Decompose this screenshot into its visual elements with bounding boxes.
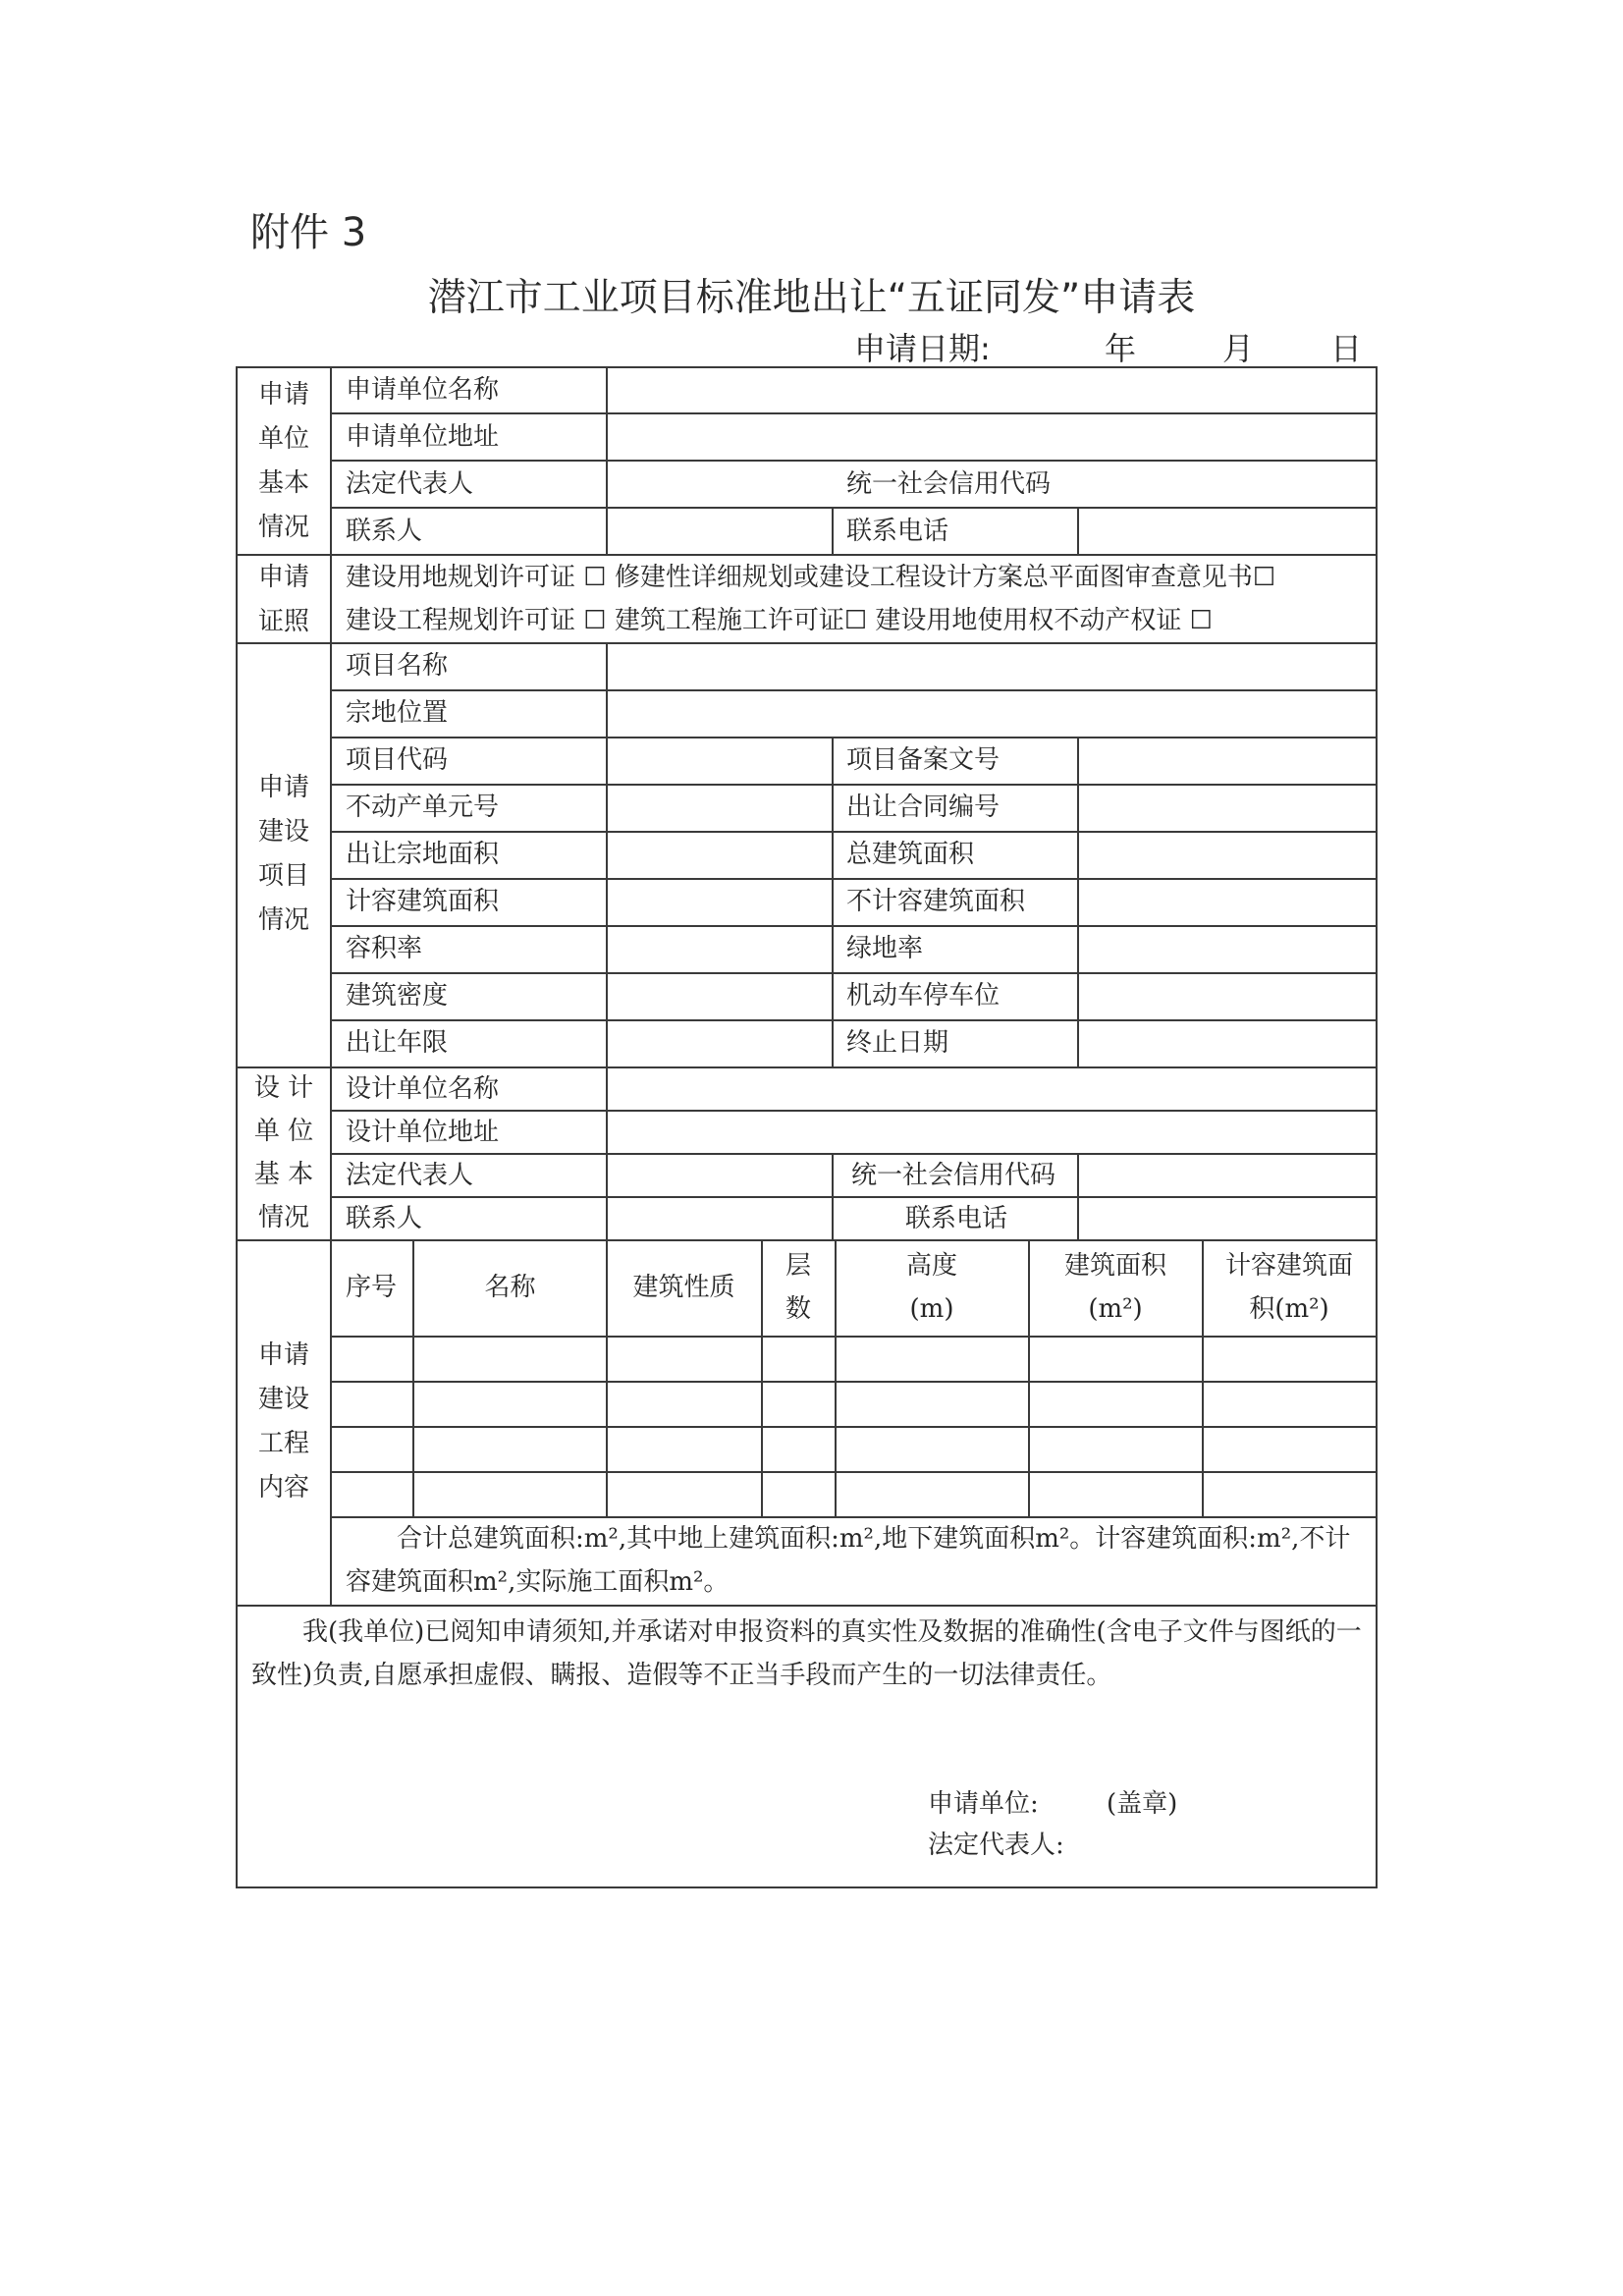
licenses-section-label: 申请 证照 [257, 563, 309, 636]
project-term-label: 出让年限 [346, 1028, 449, 1058]
col-header-floor-area: 建筑面积 (m²) [1063, 1251, 1166, 1324]
designer-phone-label: 联系电话 [905, 1204, 1008, 1233]
attachment-label: 附件 3 [250, 210, 367, 255]
project-code-label: 项目代码 [346, 745, 449, 775]
applicant-credit-code-label: 统一社会信用代码 [846, 469, 1052, 499]
designer-legal-rep-label: 法定代表人 [346, 1161, 474, 1190]
rule [331, 507, 1376, 509]
col-header-index: 序号 [346, 1273, 398, 1302]
rule [331, 460, 1376, 462]
designer-contact-label: 联系人 [346, 1204, 423, 1233]
col-header-height: 高度 (m) [905, 1251, 957, 1324]
designer-address-label: 设计单位地址 [346, 1118, 500, 1147]
project-far-label: 容积率 [346, 934, 423, 963]
rule [606, 1066, 608, 1239]
licenses-line-1: 建设用地规划许可证 ☐ 修建性详细规划或建设工程设计方案总平面图审查意见书☐ [346, 563, 1276, 592]
applicant-section-label: 申请 单位 基本 情况 [257, 380, 309, 542]
project-unit-no-label: 不动产单元号 [346, 793, 500, 822]
rule [331, 1381, 1376, 1383]
project-location-label: 宗地位置 [346, 698, 449, 728]
project-contract-no-label: 出让合同编号 [846, 793, 1001, 822]
project-green-rate-label: 绿地率 [846, 934, 924, 963]
col-header-far-area: 计容建筑面 积(m²) [1224, 1251, 1353, 1324]
works-summary: 合计总建筑面积:m²,其中地上建筑面积:m²,地下建筑面积m²。计容建筑面积:m²,不计容建筑面积m²,实际施工面积m²。 [346, 1524, 1351, 1597]
date-month: 月 [1222, 330, 1255, 367]
licenses-line-2: 建设工程规划许可证 ☐ 建筑工程施工许可证☐ 建设用地使用权不动产权证 ☐ [346, 606, 1213, 635]
works-section-label: 申请 建设 工程 内容 [257, 1340, 309, 1503]
rule [832, 507, 834, 554]
declaration-seal: (盖章) [1107, 1789, 1178, 1819]
col-header-building-type: 建筑性质 [632, 1273, 735, 1302]
project-total-floor-area-label: 总建筑面积 [846, 840, 975, 869]
date-label: 申请日期: [854, 330, 991, 367]
section-divider [238, 1605, 1376, 1607]
col-header-name: 名称 [484, 1273, 536, 1302]
project-far-area-label: 计容建筑面积 [346, 887, 500, 916]
declaration-legal-rep-label: 法定代表人: [928, 1831, 1064, 1860]
declaration-text: 我(我单位)已阅知申请须知,并承诺对申报资料的真实性及数据的准确性(含电子文件与图纸的一致性)负责,自愿承担虚假、瞒报、造假等不正当手段而产生的一切法律责任。 [251, 1617, 1362, 1690]
applicant-phone-label: 联系电话 [846, 517, 949, 546]
project-parking-label: 机动车停车位 [846, 981, 1001, 1011]
applicant-contact-label: 联系人 [346, 517, 423, 546]
project-section-label: 申请 建设 项目 情况 [257, 773, 309, 935]
designer-credit-code-label: 统一社会信用代码 [851, 1161, 1056, 1190]
application-date [854, 324, 1365, 367]
rule [1077, 737, 1079, 1066]
declaration-applicant-label: 申请单位: [928, 1789, 1039, 1819]
designer-name-label: 设计单位名称 [346, 1074, 500, 1104]
applicant-name-label: 申请单位名称 [346, 375, 500, 405]
rule [832, 737, 834, 1066]
project-density-label: 建筑密度 [346, 981, 449, 1011]
date-year: 年 [1105, 330, 1137, 367]
date-day: 日 [1330, 330, 1363, 367]
rule [832, 1153, 834, 1239]
rule [331, 1471, 1376, 1473]
project-filing-no-label: 项目备案文号 [846, 745, 1001, 775]
rule [1077, 1153, 1079, 1239]
rule [1077, 507, 1079, 554]
form-title: 潜江市工业项目标准地出让“五证同发”申请表 [427, 276, 1196, 320]
project-non-far-area-label: 不计容建筑面积 [846, 887, 1026, 916]
rule [606, 642, 608, 1066]
rule [606, 368, 608, 554]
label-column-rule [330, 368, 332, 1605]
application-form-table [236, 366, 1378, 1888]
rule [331, 1336, 1376, 1338]
col-header-floors: 层 数 [784, 1251, 811, 1324]
rule [331, 1426, 1376, 1428]
applicant-address-label: 申请单位地址 [346, 422, 500, 452]
project-end-date-label: 终止日期 [846, 1028, 949, 1058]
designer-section-label: 设 计 单 位 基 本 情况 [253, 1073, 314, 1232]
rule [331, 689, 1376, 691]
applicant-legal-rep-label: 法定代表人 [346, 469, 474, 499]
rule [331, 412, 1376, 414]
project-name-label: 项目名称 [346, 651, 449, 681]
project-land-area-label: 出让宗地面积 [346, 840, 500, 869]
